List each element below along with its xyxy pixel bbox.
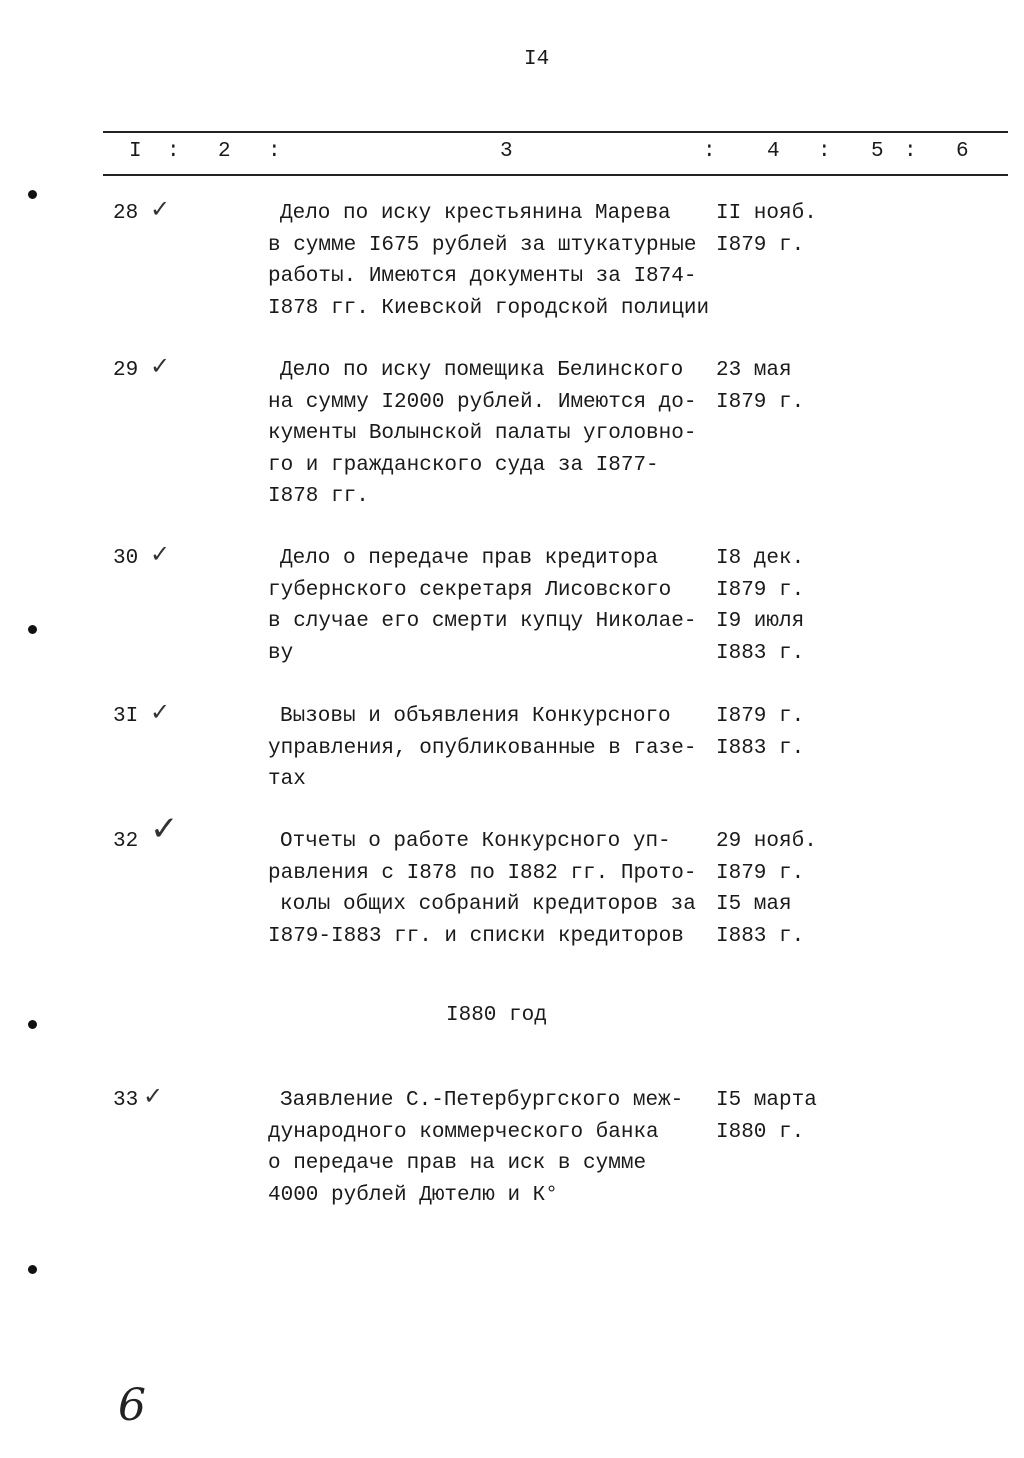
date-line: I879 г.: [716, 861, 805, 885]
record-number: 29: [113, 359, 139, 382]
description-line: 4000 рублей Дютелю и К°: [268, 1183, 558, 1207]
punch-hole-mark: [28, 190, 37, 199]
column-header-2: 2: [218, 140, 231, 163]
handwritten-sheet-number: 6: [118, 1380, 146, 1431]
date-line: 23 мая: [716, 359, 792, 382]
column-header-3: 3: [500, 140, 513, 163]
description-line: в сумме I675 рублей за штукатурные: [268, 233, 697, 257]
description-line: в случае его смерти купцу Николае-: [268, 610, 697, 633]
date-line: I883 г.: [716, 641, 805, 665]
record-dates: [716, 826, 817, 952]
table-top-rule: [103, 131, 1008, 133]
description-line: ву: [268, 641, 294, 665]
description-line: управления, опубликованные в газе-: [268, 736, 697, 760]
record-dates: [716, 543, 804, 669]
record-description: [268, 355, 696, 513]
column-header-1: I: [129, 140, 142, 163]
punch-hole-mark: [28, 1265, 37, 1274]
date-line: I879 г.: [716, 390, 805, 414]
date-line: I9 июля: [716, 610, 805, 633]
record-description: [268, 198, 709, 324]
column-separator: :: [818, 140, 831, 163]
check-mark-icon: ✓: [150, 809, 179, 849]
page-number: I4: [524, 48, 550, 71]
date-line: I879 г.: [716, 233, 805, 257]
description-line: колы общих собраний кредиторов за: [280, 893, 696, 916]
description-line: I879-I883 гг. и списки кредиторов: [268, 924, 684, 948]
description-line: I878 гг. Киевской городской полиции: [268, 296, 710, 320]
check-mark-icon: ✓: [150, 352, 171, 380]
description-line: Дело по иску крестьянина Марева: [280, 202, 671, 225]
record-number: 30: [113, 547, 139, 570]
column-separator: :: [904, 140, 917, 163]
date-line: I8 дек.: [716, 547, 805, 570]
description-line: работы. Имеются документы за I874-: [268, 265, 697, 288]
record-dates: [716, 355, 804, 418]
date-line: I883 г.: [716, 924, 805, 948]
record-description: [268, 543, 696, 669]
date-line: I5 мая: [716, 893, 792, 916]
description-line: тах: [268, 768, 306, 791]
description-line: кументы Волынской палаты уголовно-: [268, 422, 697, 445]
check-mark-icon: ✓: [150, 540, 171, 568]
column-separator: :: [167, 140, 180, 163]
record-number: 3I: [113, 705, 139, 728]
record-dates: [716, 198, 817, 261]
record-description: [268, 701, 696, 796]
description-line: I878 гг.: [268, 485, 369, 508]
column-separator: :: [268, 140, 281, 163]
check-mark-icon: ✓: [143, 1082, 164, 1110]
year-heading: I880 год: [446, 1004, 547, 1027]
column-separator: :: [703, 140, 716, 163]
punch-hole-mark: [28, 625, 37, 634]
record-number: 32: [113, 830, 139, 853]
record-dates: [716, 701, 804, 764]
table-header-bottom-rule: [103, 174, 1008, 176]
date-line: I5 марта: [716, 1089, 817, 1112]
date-line: 29 нояб.: [716, 830, 817, 853]
description-line: губернского секретаря Лисовского: [268, 578, 672, 602]
date-line: I883 г.: [716, 736, 805, 760]
punch-hole-mark: [28, 1020, 37, 1029]
check-mark-icon: ✓: [150, 195, 171, 223]
record-dates: [716, 1085, 817, 1148]
date-line: I879 г.: [716, 705, 805, 728]
description-line: Дело о передаче прав кредитора: [280, 547, 659, 570]
column-header-4: 4: [767, 140, 780, 163]
description-line: Отчеты о работе Конкурсного уп-: [280, 830, 671, 853]
description-line: Вызовы и объявления Конкурсного: [280, 705, 671, 728]
date-line: I880 г.: [716, 1120, 805, 1144]
record-number: 33: [113, 1089, 139, 1112]
date-line: II нояб.: [716, 202, 817, 225]
description-line: го и гражданского суда за I877-: [268, 453, 659, 477]
column-header-5: 5: [871, 140, 884, 163]
description-line: Заявление С.-Петербургского меж-: [280, 1089, 684, 1112]
column-header-6: 6: [956, 140, 969, 163]
description-line: о передаче прав на иск в сумме: [268, 1152, 647, 1175]
record-number: 28: [113, 202, 139, 225]
record-description: [268, 1085, 683, 1211]
record-description: [268, 826, 696, 952]
date-line: I879 г.: [716, 578, 805, 602]
check-mark-icon: ✓: [150, 698, 171, 726]
description-line: на сумму I2000 рублей. Имеются до-: [268, 390, 697, 414]
description-line: дународного коммерческого банка: [268, 1120, 659, 1144]
description-line: Дело по иску помещика Белинского: [280, 359, 684, 382]
description-line: равления с I878 по I882 гг. Прото-: [268, 861, 697, 885]
